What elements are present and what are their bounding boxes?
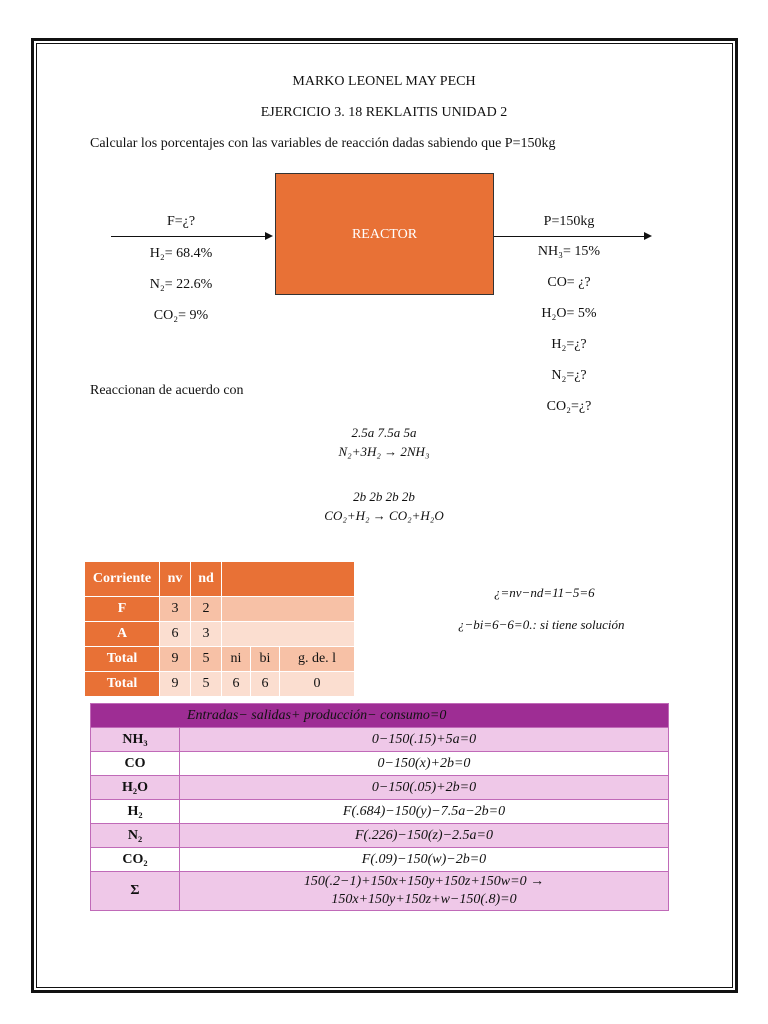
feed-co2: CO₂= 9% (153, 308, 209, 323)
header-nd: nd (191, 562, 222, 597)
reaction-2-equation: CO₂+H₂ → CO₂+H₂O (324, 508, 444, 523)
balance-label-h2: H₂ (91, 800, 180, 824)
balance-label-co: CO (91, 752, 180, 776)
balance-eq-co: 0−150(x)+2b=0 (180, 752, 669, 776)
row-a-nv: 6 (160, 622, 191, 647)
header-corriente: Corriente (85, 562, 160, 597)
header-nv: nv (160, 562, 191, 597)
balance-eq-h2o: 0−150(.05)+2b=0 (180, 776, 669, 800)
row-f-blank (222, 597, 355, 622)
row-total-1-nv: 9 (160, 647, 191, 672)
balance-eq-sum-line-2: 150x+150y+150z+w−150(.8)=0 (331, 892, 517, 907)
product-h2: H₂=¿? (551, 337, 587, 352)
row-total-1-gl: g. de. l (280, 647, 355, 672)
reactions-intro: Reaccionan de acuerdo con (90, 383, 244, 398)
row-a-nd: 3 (191, 622, 222, 647)
balance-eq-sum (180, 872, 669, 911)
author-name: MARKO LEONEL MAY PECH (292, 74, 476, 89)
degrees-of-freedom-table (84, 561, 355, 697)
row-total-2-bi: 6 (251, 672, 280, 697)
product-arrow (494, 236, 650, 237)
mass-balance-table (90, 703, 669, 911)
feed-n2: N₂= 22.6% (149, 277, 213, 292)
balance-eq-h2: F(.684)−150(y)−7.5a−2b=0 (180, 800, 669, 824)
reaction-1-equation: N₂+3H₂ → 2NH₃ (338, 444, 430, 459)
product-n2: N₂=¿? (551, 368, 587, 383)
row-total-2-name: Total (85, 672, 160, 697)
dof-note-2: ¿−bi=6−6=0.: si tiene solución (458, 617, 625, 632)
row-total-1-name: Total (85, 647, 160, 672)
reaction-2-coefficients: 2b 2b 2b 2b (353, 489, 415, 504)
exercise-title: EJERCICIO 3. 18 REKLAITIS UNIDAD 2 (260, 105, 508, 120)
feed-h2: H₂= 68.4% (149, 246, 213, 261)
row-total-1-nd: 5 (191, 647, 222, 672)
row-f-nv: 3 (160, 597, 191, 622)
problem-statement: Calcular los porcentajes con las variables de reacción dadas sabiendo que P=150kg (90, 136, 556, 151)
row-f-name: F (85, 597, 160, 622)
row-total-1-ni: ni (222, 647, 251, 672)
reaction-1-coefficients: 2.5a 7.5a 5a (351, 425, 417, 440)
row-total-2-ni: 6 (222, 672, 251, 697)
product-nh3: NH₃= 15% (537, 244, 601, 259)
row-total-2-nv: 9 (160, 672, 191, 697)
product-title: P=150kg (543, 214, 595, 229)
feed-arrow (111, 236, 271, 237)
row-total-1-bi: bi (251, 647, 280, 672)
feed-title: F=¿? (166, 214, 196, 229)
balance-header: Entradas− salidas+ producción− consumo=0 (91, 704, 669, 728)
balance-eq-nh3: 0−150(.15)+5a=0 (180, 728, 669, 752)
balance-label-sum: Σ (91, 872, 180, 911)
reactor-box: REACTOR (275, 173, 494, 295)
balance-label-co2: CO₂ (91, 848, 180, 872)
balance-label-n2: N₂ (91, 824, 180, 848)
row-f-nd: 2 (191, 597, 222, 622)
product-co: CO= ¿? (547, 275, 591, 290)
row-total-2-gl: 0 (280, 672, 355, 697)
balance-label-h2o: H₂O (91, 776, 180, 800)
header-blank (222, 562, 355, 597)
product-h2o: H₂O= 5% (541, 306, 597, 321)
row-a-blank (222, 622, 355, 647)
product-co2: CO₂=¿? (546, 399, 592, 414)
balance-eq-sum-line-1: 150(.2−1)+150x+150y+150z+150w=0 → (303, 874, 545, 889)
row-total-2-nd: 5 (191, 672, 222, 697)
balance-eq-co2: F(.09)−150(w)−2b=0 (180, 848, 669, 872)
balance-label-nh3: NH₃ (91, 728, 180, 752)
dof-note-1: ¿=nv−nd=11−5=6 (494, 585, 595, 600)
row-a-name: A (85, 622, 160, 647)
balance-eq-n2: F(.226)−150(z)−2.5a=0 (180, 824, 669, 848)
